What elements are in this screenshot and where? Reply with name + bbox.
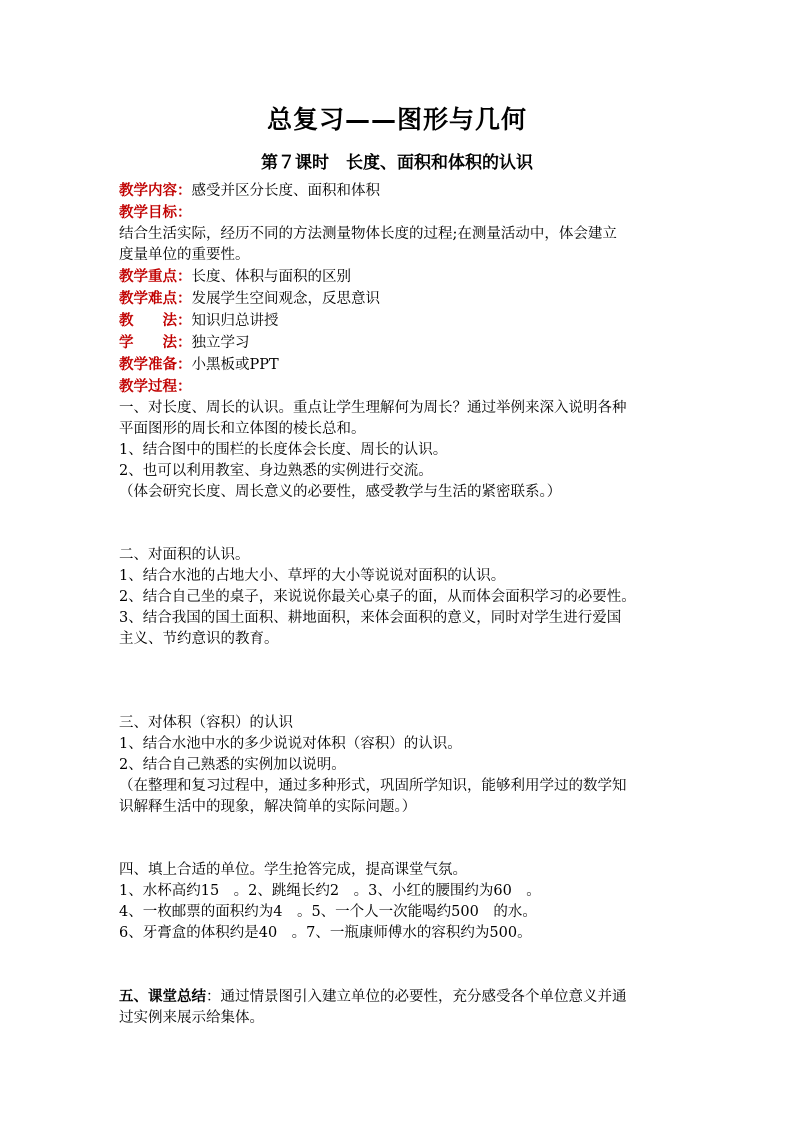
section-volume xyxy=(119,713,679,818)
section-line: 2、也可以利用教室、身边熟悉的实例进行交流。 xyxy=(119,463,433,479)
preparation-row xyxy=(119,354,679,376)
learning-method-label: 学 法： xyxy=(119,334,192,351)
process-label: 教学过程： xyxy=(119,378,192,395)
section-line: 3、结合我国的国土面积、耕地面积，来体会面积的意义，同时对学生进行爱国 xyxy=(119,610,622,626)
goal-text-line: 结合生活实际，经历不同的方法测量物体长度的过程;在测量活动中，体会建立 xyxy=(119,226,617,242)
section-line: 平面图形的周长和立体图的棱长总和。 xyxy=(119,421,366,437)
section-line: 1、结合图中的围栏的长度体会长度、周长的认识。 xyxy=(119,442,448,458)
difficulty-text: 发展学生空间观念，反思意识 xyxy=(191,291,380,307)
section-line: 四、填上合适的单位。学生抢答完成，提高课堂气氛。 xyxy=(119,862,467,878)
summary-line xyxy=(119,986,679,1008)
key-row xyxy=(119,266,679,288)
goal-row xyxy=(119,202,679,224)
section-length xyxy=(119,398,679,503)
teaching-method-row xyxy=(119,310,679,332)
teaching-method-label: 教 法： xyxy=(119,312,192,329)
section-line: 识解释生活中的现象，解决简单的实际问题。） xyxy=(119,799,417,815)
section-line: 2、结合自己熟悉的实例加以说明。 xyxy=(119,757,346,773)
difficulty-row xyxy=(119,288,679,310)
key-label: 教学重点： xyxy=(119,268,192,285)
summary-label: 五、课堂总结 xyxy=(119,988,206,1005)
section-line: 1、水杯高约15 。2、跳绳长约2 。3、小红的腰围约为60 。 xyxy=(119,883,541,899)
section-line: （在整理和复习过程中，通过多种形式，巩固所学知识，能够利用学过的数学知 xyxy=(119,778,627,794)
teaching-method-text: 知识归总讲授 xyxy=(191,313,279,329)
section-line: 4、一枚邮票的面积约为4 。5、一个人一次能喝约500 的水。 xyxy=(119,904,537,920)
content-label: 教学内容： xyxy=(119,182,192,199)
content-row xyxy=(119,180,679,202)
difficulty-label: 教学难点： xyxy=(119,290,192,307)
document-body xyxy=(119,180,679,1029)
goal-label: 教学目标： xyxy=(119,204,192,221)
summary-text: ：通过情景图引入建立单位的必要性，充分感受各个单位意义并通 xyxy=(206,989,627,1005)
learning-method-text: 独立学习 xyxy=(191,335,250,351)
section-line: 二、对面积的认识。 xyxy=(119,547,250,563)
section-area xyxy=(119,545,679,650)
section-line: 2、结合自己坐的桌子，来说说你最关心桌子的面，从而体会面积学习的必要性。 xyxy=(119,589,636,605)
content-text: 感受并区分长度、面积和体积 xyxy=(191,183,380,199)
section-line: 一、对长度、周长的认识。重点让学生理解何为周长？通过举例来深入说明各种 xyxy=(119,400,627,416)
key-text: 长度、体积与面积的区别 xyxy=(191,269,351,285)
section-line: 主义、节约意识的教育。 xyxy=(119,631,279,647)
learning-method-row xyxy=(119,332,679,354)
section-summary xyxy=(119,986,679,1029)
preparation-text: 小黑板或PPT xyxy=(191,357,279,373)
section-line: 6、牙膏盒的体积约是40 。7、一瓶康师傅水的容积约为500。 xyxy=(119,925,532,941)
section-line: 1、结合水池的占地大小、草坪的大小等说说对面积的认识。 xyxy=(119,568,506,584)
process-row xyxy=(119,376,679,398)
section-line: 1、结合水池中水的多少说说对体积（容积）的认识。 xyxy=(119,736,462,752)
goal-text-line: 度量单位的重要性。 xyxy=(119,247,250,263)
section-line: （体会研究长度、周长意义的必要性，感受教学与生活的紧密联系。） xyxy=(119,484,562,500)
document-title: 总复习——图形与几何 xyxy=(266,105,527,134)
preparation-label: 教学准备： xyxy=(119,356,192,373)
section-units xyxy=(119,860,679,944)
section-line: 三、对体积（容积）的认识 xyxy=(119,715,293,731)
summary-line: 过实例来展示给集体。 xyxy=(119,1010,264,1026)
lesson-subtitle: 第７课时 长度、面积和体积的认识 xyxy=(261,153,533,173)
